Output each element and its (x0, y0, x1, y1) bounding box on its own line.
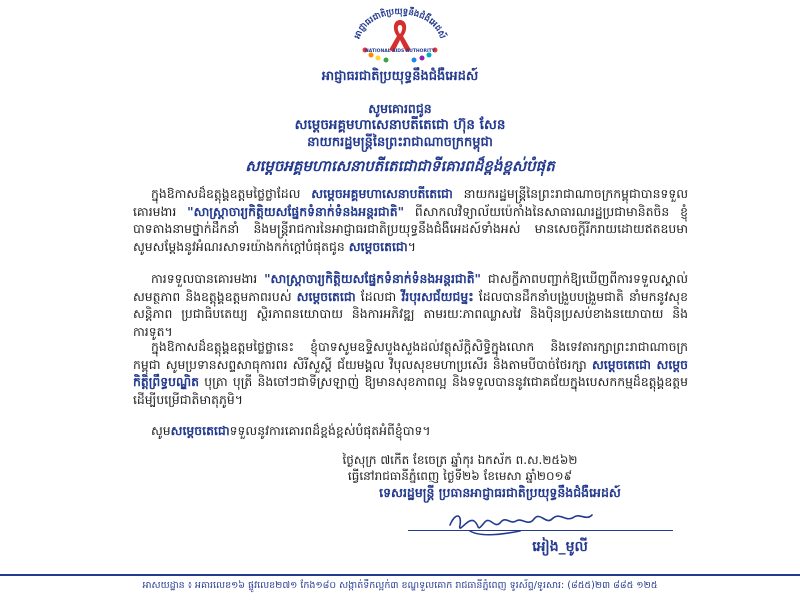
paragraph-1: ក្នុងឱកាសដ៏ឧត្តុង្គឧត្តមថ្លៃថ្លាដែល សម្តេចអគ្គមហាសេនាបតីតេជោ នាយករដ្ឋមន្ត្រីនៃព្រះរាជាណាចក្រកម្ពុជាបានទទួលគោរមងារ "សាស្ត្រាចារ្យកិត្តិយសផ្នែកទំនាក់ទំនងអន្តរជាតិ" ពីសាកលវិទ្យាល័យប៉េកាំងនៃសាធារណរដ្ឋប្រជាមានិតចិន ខ្ញុំបាទតាងនាមថ្នាក់ដឹកនាំ និងមន្ត្រីរាជការនៃអាជ្ញាធរជាតិប្រយុទ្ធនឹងជំងឺអេដស៍ទាំងអស់ មានសេចក្តីរីករាយដោយឥតឧបមា សូមសម្តែងនូវអំណរសាទរយ៉ាងកក់ក្តៅបំផុតជូន សម្តេចតេជោ។ (133, 186, 688, 254)
highlight-epithet: វីរបុរសជ័យជម្នះ (401, 288, 474, 304)
dateline (0, 452, 800, 484)
logo-banner-text: NATIONAL AIDS AUTHORITY (365, 49, 435, 54)
organization-name: អាជ្ញាធរជាតិប្រយុទ្ធនឹងជំងឺអេដស៍ (321, 69, 479, 84)
highlight-title: "សាស្ត្រាចារ្យកិត្តិយសផ្នែកទំនាក់ទំនងអន្តរជាតិ" (264, 271, 482, 286)
highlight-name: សម្តេចតេជោ (348, 238, 408, 254)
address-greeting: សូមគោរពជូន (368, 101, 432, 116)
paragraph-4: សូមសម្តេចតេជោទទួលនូវការគោរពដ៏ខ្ពង់ខ្ពស់បំផុតអំពីខ្ញុំបាទ។ (151, 423, 431, 438)
signatory-title: ទេសរដ្ឋមន្ត្រី ប្រធានអាជ្ញាធរជាតិប្រយុទ្ធនឹងជំងឺអេដស៍ (379, 485, 621, 500)
address-block (0, 100, 800, 151)
paragraph-2: ការទទួលបានគោរមងារ "សាស្ត្រាចារ្យកិត្តិយសផ្នែកទំនាក់ទំនងអន្តរជាតិ" ជាសក្ខីភាពបញ្ជាក់ឱ្យឃើញពីការទទួលស្គាល់សមត្ថភាព និងឧត្តុង្គឧត្តមភាពរបស់ សម្តេចតេជោ ដែលជា វីរបុរសជ័យជម្នះ ដែលបានដឹកនាំបង្រួបបង្រួមជាតិ នាំមកនូវសុខសន្តិភាព ប្រជាធិបតេយ្យ ស្ថិរភាពនយោបាយ និងការអភិវឌ្ឍ តាមរយៈភាពឈ្លាសវៃ និងប៉ិនប្រសប់ខាងនយោបាយ និងការទូត។ (133, 271, 688, 339)
national-aids-authority-logo (345, 6, 455, 68)
highlight-name: សម្តេចតេជោ (296, 288, 356, 304)
highlight-names: សម្តេចតេជោ សម្តេចកិត្តិព្រឹទ្ធបណ្ឌិត (133, 356, 688, 389)
lunar-date: ថ្ងៃសុក្រ ៧កើត ខែចេត្រ ឆ្នាំកុរ ឯកស័ក ព.ស.២៥៦២ (342, 453, 578, 467)
footer-divider (0, 574, 800, 576)
solar-date: ធ្វើនៅរាជធានីភ្នំពេញ ថ្ងៃទី២៦ ខែមេសា ឆ្នាំ២០១៩ (347, 469, 573, 483)
address-recipient: សម្តេចអគ្គមហាសេនាបតីតេជោ ហ៊ុន សែន (294, 117, 506, 133)
handwritten-signature (410, 495, 630, 543)
highlight-title: "សាស្ត្រាចារ្យកិត្តិយសផ្នែកទំនាក់ទំនងអន្តរជាតិ" (187, 203, 405, 219)
signatory-name: អៀង_មូលី (532, 539, 588, 555)
subject-line: សម្តេចអគ្គមហាសេនាបតីតេជោជាទីគោរពដ៏ខ្ពង់ខ្ពស់បំផុត (245, 157, 555, 175)
highlight-name: សម្តេចតេជោ (170, 423, 230, 438)
logo-arc-text: អាជ្ញាធរជាតិប្រយុទ្ធនឹងជំងឺអេដស៍ (352, 6, 448, 41)
red-ribbon-icon (389, 20, 411, 52)
address-recipient-title: នាយករដ្ឋមន្ត្រីនៃព្រះរាជាណាចក្រកម្ពុជា (307, 135, 493, 150)
paragraph-3: ក្នុងឱកាសដ៏ឧត្តុង្គឧត្តមថ្លៃថ្លានេះ ខ្ញុំបាទសូមឧទ្ទិសបួងសួងដល់វត្ថុស័ក្តិសិទ្ធិក្នុងលោក និងទេវតារក្សាព្រះរាជាណាចក្រកម្ពុជា សូមប្រទានសព្ទសាធុការពរ សិរីសួស្តី ជ័យមង្គល វិបុលសុខមហាប្រសើរ និងតាមបីបាច់ថែរក្សា សម្តេចតេជោ សម្តេចកិត្តិព្រឹទ្ធបណ្ឌិត បុត្រា បុត្រី និងចៅៗជាទីស្រឡាញ់ ឱ្យមានសុខភាពល្អ និងទទួលបាននូវជោគជ័យក្នុងបេសកកម្មដ៏ឧត្តុង្គឧត្តមដើម្បីបម្រើជាតិមាតុភូមិ។ (133, 339, 688, 407)
signature-underline (408, 530, 673, 531)
highlight-name: សម្តេចអគ្គមហាសេនាបតីតេជោ (311, 186, 453, 201)
footer-address: អាសយដ្ឋាន ៖ អគារលេខ១៦ ផ្លូវលេខ២៧១ កែង១៨០ សង្កាត់ទឹកល្អក់៣ ខណ្ឌទួលគោក រាជធានីភ្នំពេញ ទូរស័ព្ទ/ទូរសារ: (៨៥៥)២៣ ៨៨៥ ១២៥ (142, 580, 658, 591)
